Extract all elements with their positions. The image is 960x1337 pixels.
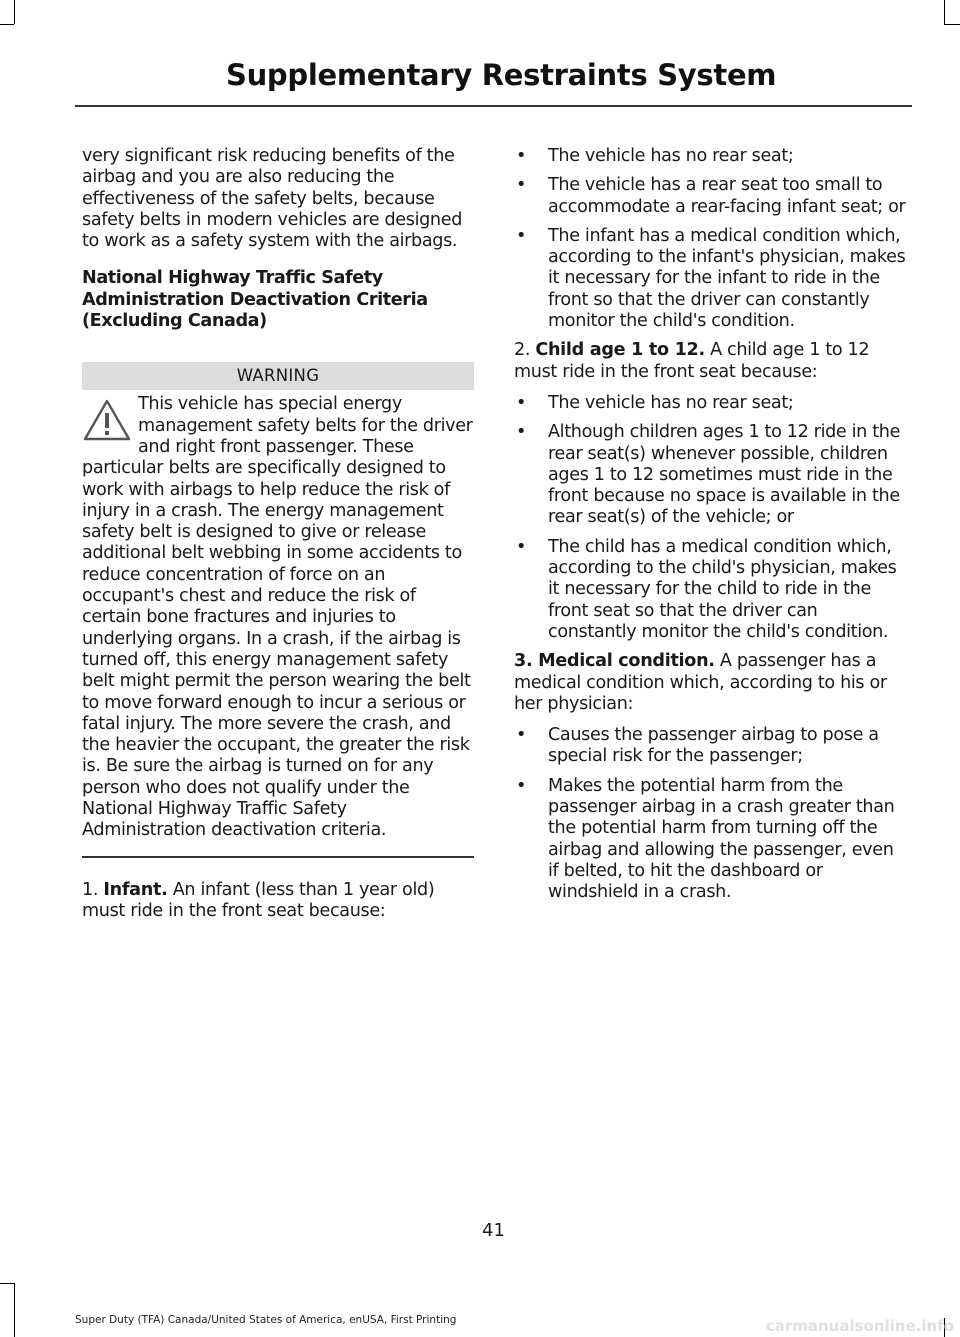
warning-box (82, 362, 474, 857)
crop-mark (944, 24, 960, 25)
infant-bullet-list (514, 146, 908, 332)
list-item: • The infant has a medical condition which, according to the infant's physician, makes it necessary for the infant to ride in the front so that the driver can constantly monitor the child's condition. (514, 226, 908, 332)
list-item: • Makes the potential harm from the passenger airbag in a crash greater than the potential harm from turning off the airbag and allowing the passenger, even if belted, to hit the dashboard or windshield in a crash. (514, 776, 908, 904)
right-column (514, 146, 908, 912)
crop-mark (944, 0, 945, 24)
footer-text: Super Duty (TFA) Canada/United States of America, enUSA, First Printing (75, 1314, 457, 1326)
crop-mark (14, 1283, 15, 1337)
warning-label: WARNING (82, 362, 474, 390)
item-text: A passenger has a medical condition which, according to his or her physician: (514, 651, 887, 714)
item-number: 2. (514, 340, 536, 361)
list-item: • Causes the passenger airbag to pose a special risk for the passenger; (514, 725, 908, 768)
list-item: • Although children ages 1 to 12 ride in the rear seat(s) whenever possible, children ages 1 to 12 sometimes must ride in the front because no space is available in the rear seat(s) of the vehicle; or (514, 422, 908, 528)
warning-text: This vehicle has special energy management safety belts for the driver and right front passenger. These particular belts are specifically designed to work with airbags to help reduce the risk of injury in a crash. The energy management safety belt is designed to give or release additional belt webbing in some accidents to reduce concentration of force on an occupant's chest and reduce the risk of certain bone fractures and injuries to underlying organs. In a crash, if the airbag is turned off, this energy management safety belt might permit the person wearing the belt to move forward enough to incur a serious or fatal injury. The more severe the crash, and the heavier the occupant, the greater the risk is. Be sure the airbag is turned on for any person who does not qualify under the National Highway Traffic Safety Administration deactivation criteria. (82, 394, 473, 841)
page-number: 41 (482, 1220, 505, 1241)
watermark-text: carmanualsonline.info (765, 1317, 954, 1335)
section-subheading: National Highway Traffic Safety Administration Deactivation Criteria (Excluding Canada) (82, 268, 428, 332)
crop-mark (0, 24, 14, 25)
warning-divider (82, 856, 474, 858)
warning-triangle-icon (82, 398, 132, 442)
child-bullet-list (514, 393, 908, 643)
item-child (514, 340, 908, 383)
item-title: Infant. (103, 879, 168, 900)
page-title: Supplementary Restraints System (226, 58, 777, 92)
warning-body (82, 394, 474, 841)
item-text: A child age 1 to 12 must ride in the front seat because: (514, 340, 870, 382)
crop-mark (14, 0, 15, 24)
item-number: 1. (82, 879, 104, 900)
header-divider (75, 105, 912, 107)
item-text: An infant (less than 1 year old) must ride in the front seat because: (82, 879, 435, 921)
list-item: • The child has a medical condition which, according to the child's physician, makes it necessary for the child to ride in the front seat so that the driver can constantly monitor the child's condition. (514, 537, 908, 643)
left-column (82, 146, 474, 932)
intro-paragraph: very significant risk reducing benefits of the airbag and you are also reducing the effectiveness of the safety belts, because safety belts in modern vehicles are designed to work as a safety system with the airbags. (82, 146, 463, 252)
crop-mark (0, 1283, 14, 1284)
medical-bullet-list (514, 725, 908, 903)
list-item: • The vehicle has no rear seat; (514, 146, 908, 167)
item-infant (82, 880, 474, 923)
item-medical (514, 651, 908, 715)
list-item: • The vehicle has a rear seat too small to accommodate a rear-facing infant seat; or (514, 175, 908, 218)
item-title: Child age 1 to 12. (535, 340, 705, 361)
item-title: 3. Medical condition. (514, 651, 715, 672)
list-item: • The vehicle has no rear seat; (514, 393, 908, 414)
